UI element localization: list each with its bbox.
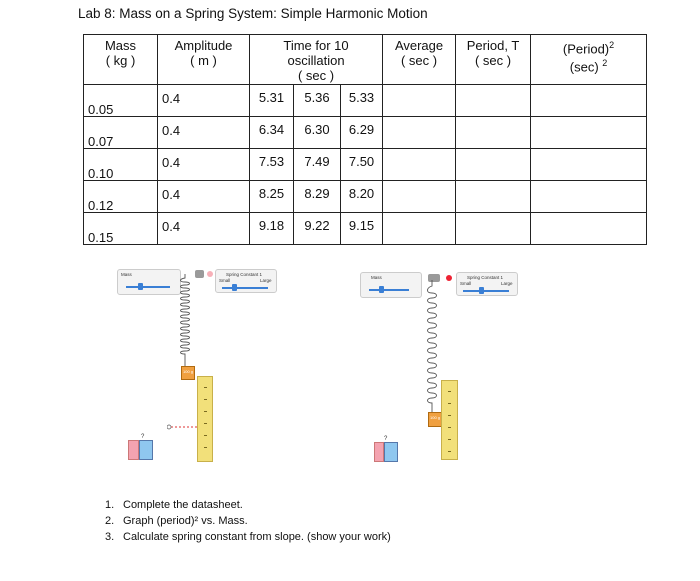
amplitude-cell (158, 149, 250, 181)
spring-constant-panel-right (456, 272, 518, 296)
average-cell[interactable] (383, 181, 456, 213)
period-sq-unit-sup: 2 (602, 58, 608, 69)
period-header-label: Period, T (466, 38, 520, 53)
header-row (84, 35, 647, 85)
time-trial-1-cell-value: 5.31 (258, 90, 285, 105)
instruction-text: Complete the datasheet. (123, 499, 243, 511)
mass-slider-knob-right[interactable] (379, 286, 384, 293)
time-trial-1-cell-value: 7.53 (258, 154, 285, 169)
time-trial-1-cell (250, 213, 294, 245)
amplitude-header-label: Amplitude (174, 38, 233, 53)
average-cell[interactable] (383, 149, 456, 181)
time-trial-1-cell-value: 6.34 (258, 122, 285, 137)
time-trial-2-cell-value: 6.30 (304, 122, 330, 137)
instruction-text: Calculate spring constant from slope. (show your work) (123, 531, 391, 543)
mystery-mass-blue-right[interactable] (384, 442, 398, 462)
table-row (84, 149, 647, 181)
stop-button[interactable] (207, 271, 213, 277)
mass-header-label: Mass (104, 38, 137, 53)
mass-slider-right[interactable] (369, 289, 409, 291)
period-squared-cell[interactable] (531, 149, 647, 181)
mass-block-label-right: 100 g (430, 415, 441, 420)
mass-cell (84, 213, 158, 245)
reference-line (167, 424, 199, 430)
spring-constant-panel (215, 269, 277, 293)
mass-cell-value: 0.07 (88, 134, 114, 149)
mass-cell-value: 0.10 (88, 166, 114, 181)
unknown-mass-label-right: ? (384, 436, 388, 442)
mass-cell (84, 85, 158, 117)
mass-control-panel (117, 269, 181, 295)
period-squared-cell[interactable] (531, 85, 647, 117)
time-trial-3-cell-value: 9.15 (348, 218, 375, 233)
datasheet-table (83, 34, 647, 245)
amplitude-cell-value: 0.4 (162, 91, 181, 106)
time-header-label-2: oscillation (287, 53, 345, 68)
period-squared-cell[interactable] (531, 213, 647, 245)
average-cell[interactable] (383, 213, 456, 245)
time-trial-3-cell-value: 7.50 (348, 154, 375, 169)
pause-button[interactable] (195, 270, 204, 278)
page-title: Lab 8: Mass on a Spring System: Simple Harmonic Motion (78, 6, 428, 21)
mass-header (84, 35, 158, 85)
mass-cell (84, 149, 158, 181)
instruction-item (105, 497, 391, 513)
average-cell[interactable] (383, 117, 456, 149)
time-trial-3-cell (341, 149, 383, 181)
average-header-unit: ( sec ) (400, 53, 438, 68)
stop-button-right[interactable] (446, 275, 452, 281)
time-trial-2-cell-value: 5.36 (304, 90, 330, 105)
spring-constant-knob-right[interactable] (479, 287, 484, 294)
time-trial-2-cell-value: 8.29 (304, 186, 330, 201)
large-label-right: Large (501, 281, 513, 286)
unknown-mass-label: ? (141, 434, 145, 440)
period-cell[interactable] (456, 213, 531, 245)
period-cell[interactable] (456, 117, 531, 149)
simulation-snapshot-left (117, 266, 277, 466)
period-squared-header (531, 35, 647, 85)
time-trial-2-cell (294, 213, 341, 245)
mass-label: Mass (121, 272, 132, 277)
period-sq-text: (Period) (562, 41, 610, 57)
amplitude-header (158, 35, 250, 85)
time-header-label: Time for 10 (283, 38, 349, 53)
period-squared-header-unit (531, 56, 646, 74)
time-trial-3-cell-value: 8.20 (348, 186, 375, 201)
period-header (456, 35, 531, 85)
mystery-mass-pink[interactable] (128, 440, 139, 460)
instruction-text: Graph (period)² vs. Mass. (123, 515, 248, 527)
table-row (84, 213, 647, 245)
instructions-list (105, 497, 391, 545)
instruction-number: 2. (105, 515, 115, 527)
table-row (84, 85, 647, 117)
mass-cell-value: 0.15 (88, 230, 114, 245)
time-trial-2-cell (294, 117, 341, 149)
instruction-number: 1. (105, 499, 115, 511)
period-squared-cell[interactable] (531, 181, 647, 213)
period-cell[interactable] (456, 149, 531, 181)
time-trial-3-cell (341, 85, 383, 117)
mass-cell (84, 181, 158, 213)
period-sq-sup: 2 (609, 40, 615, 50)
table-row (84, 117, 647, 149)
mystery-mass-pink-right[interactable] (374, 442, 384, 462)
amplitude-header-unit: ( m ) (190, 53, 217, 68)
time-trial-1-cell (250, 85, 294, 117)
instruction-number: 3. (105, 531, 115, 543)
mass-header-unit: ( kg ) (105, 53, 136, 68)
spring-constant-label: Spring Constant 1 (226, 272, 263, 277)
mass-slider-knob[interactable] (138, 283, 143, 290)
simulation-snapshot-right (360, 270, 520, 465)
spring-constant-slider-right[interactable] (463, 290, 509, 292)
time-header (250, 35, 383, 85)
average-cell[interactable] (383, 85, 456, 117)
mass-cell (84, 117, 158, 149)
instruction-item (105, 513, 391, 529)
mystery-mass-blue[interactable] (139, 440, 153, 460)
small-label-right: Small (460, 281, 472, 286)
time-trial-2-cell-value: 7.49 (304, 154, 330, 169)
mass-control-panel-right (360, 272, 422, 298)
amplitude-cell-value: 0.4 (162, 219, 181, 234)
small-label: Small (219, 278, 231, 283)
time-header-unit: ( sec ) (297, 68, 335, 83)
period-cell[interactable] (456, 181, 531, 213)
amplitude-cell (158, 117, 250, 149)
mass-block-label: 100 g (183, 369, 194, 374)
table-row (84, 181, 647, 213)
amplitude-cell (158, 181, 250, 213)
period-sq-unit-text: (sec) (569, 59, 599, 75)
ruler-right[interactable] (441, 380, 458, 460)
hanging-mass-right[interactable] (428, 412, 442, 427)
amplitude-cell-value: 0.4 (162, 123, 181, 138)
time-trial-1-cell (250, 149, 294, 181)
time-trial-2-cell-value: 9.22 (304, 218, 330, 233)
mass-cell-value: 0.12 (88, 198, 114, 213)
time-trial-1-cell (250, 117, 294, 149)
time-trial-2-cell (294, 85, 341, 117)
average-header (383, 35, 456, 85)
instruction-item (105, 529, 391, 545)
mass-cell-value: 0.05 (88, 102, 114, 117)
amplitude-cell-value: 0.4 (162, 187, 181, 202)
time-trial-1-cell-value: 8.25 (258, 186, 285, 201)
large-label: Large (260, 278, 272, 283)
period-squared-header-label (531, 38, 646, 56)
hanging-mass[interactable] (181, 366, 195, 380)
spring-constant-slider[interactable] (222, 287, 268, 289)
time-trial-3-cell-value: 5.33 (348, 90, 375, 105)
time-trial-3-cell (341, 117, 383, 149)
time-trial-2-cell (294, 181, 341, 213)
mass-label-right: Mass (371, 275, 382, 280)
time-trial-3-cell-value: 6.29 (348, 122, 375, 137)
ruler[interactable] (197, 376, 213, 462)
amplitude-cell (158, 213, 250, 245)
spring-constant-label-right: Spring Constant 1 (467, 275, 504, 280)
amplitude-cell-value: 0.4 (162, 155, 181, 170)
time-trial-3-cell (341, 213, 383, 245)
period-cell[interactable] (456, 85, 531, 117)
amplitude-cell (158, 85, 250, 117)
time-trial-1-cell (250, 181, 294, 213)
spring-constant-knob[interactable] (232, 284, 237, 291)
spring-coil (179, 274, 191, 366)
mass-slider[interactable] (126, 286, 170, 288)
time-trial-1-cell-value: 9.18 (258, 218, 285, 233)
period-squared-cell[interactable] (531, 117, 647, 149)
period-header-unit: ( sec ) (474, 53, 512, 68)
spring-coil-right (426, 280, 438, 415)
time-trial-3-cell (341, 181, 383, 213)
time-trial-2-cell (294, 149, 341, 181)
average-header-label: Average (394, 38, 444, 53)
